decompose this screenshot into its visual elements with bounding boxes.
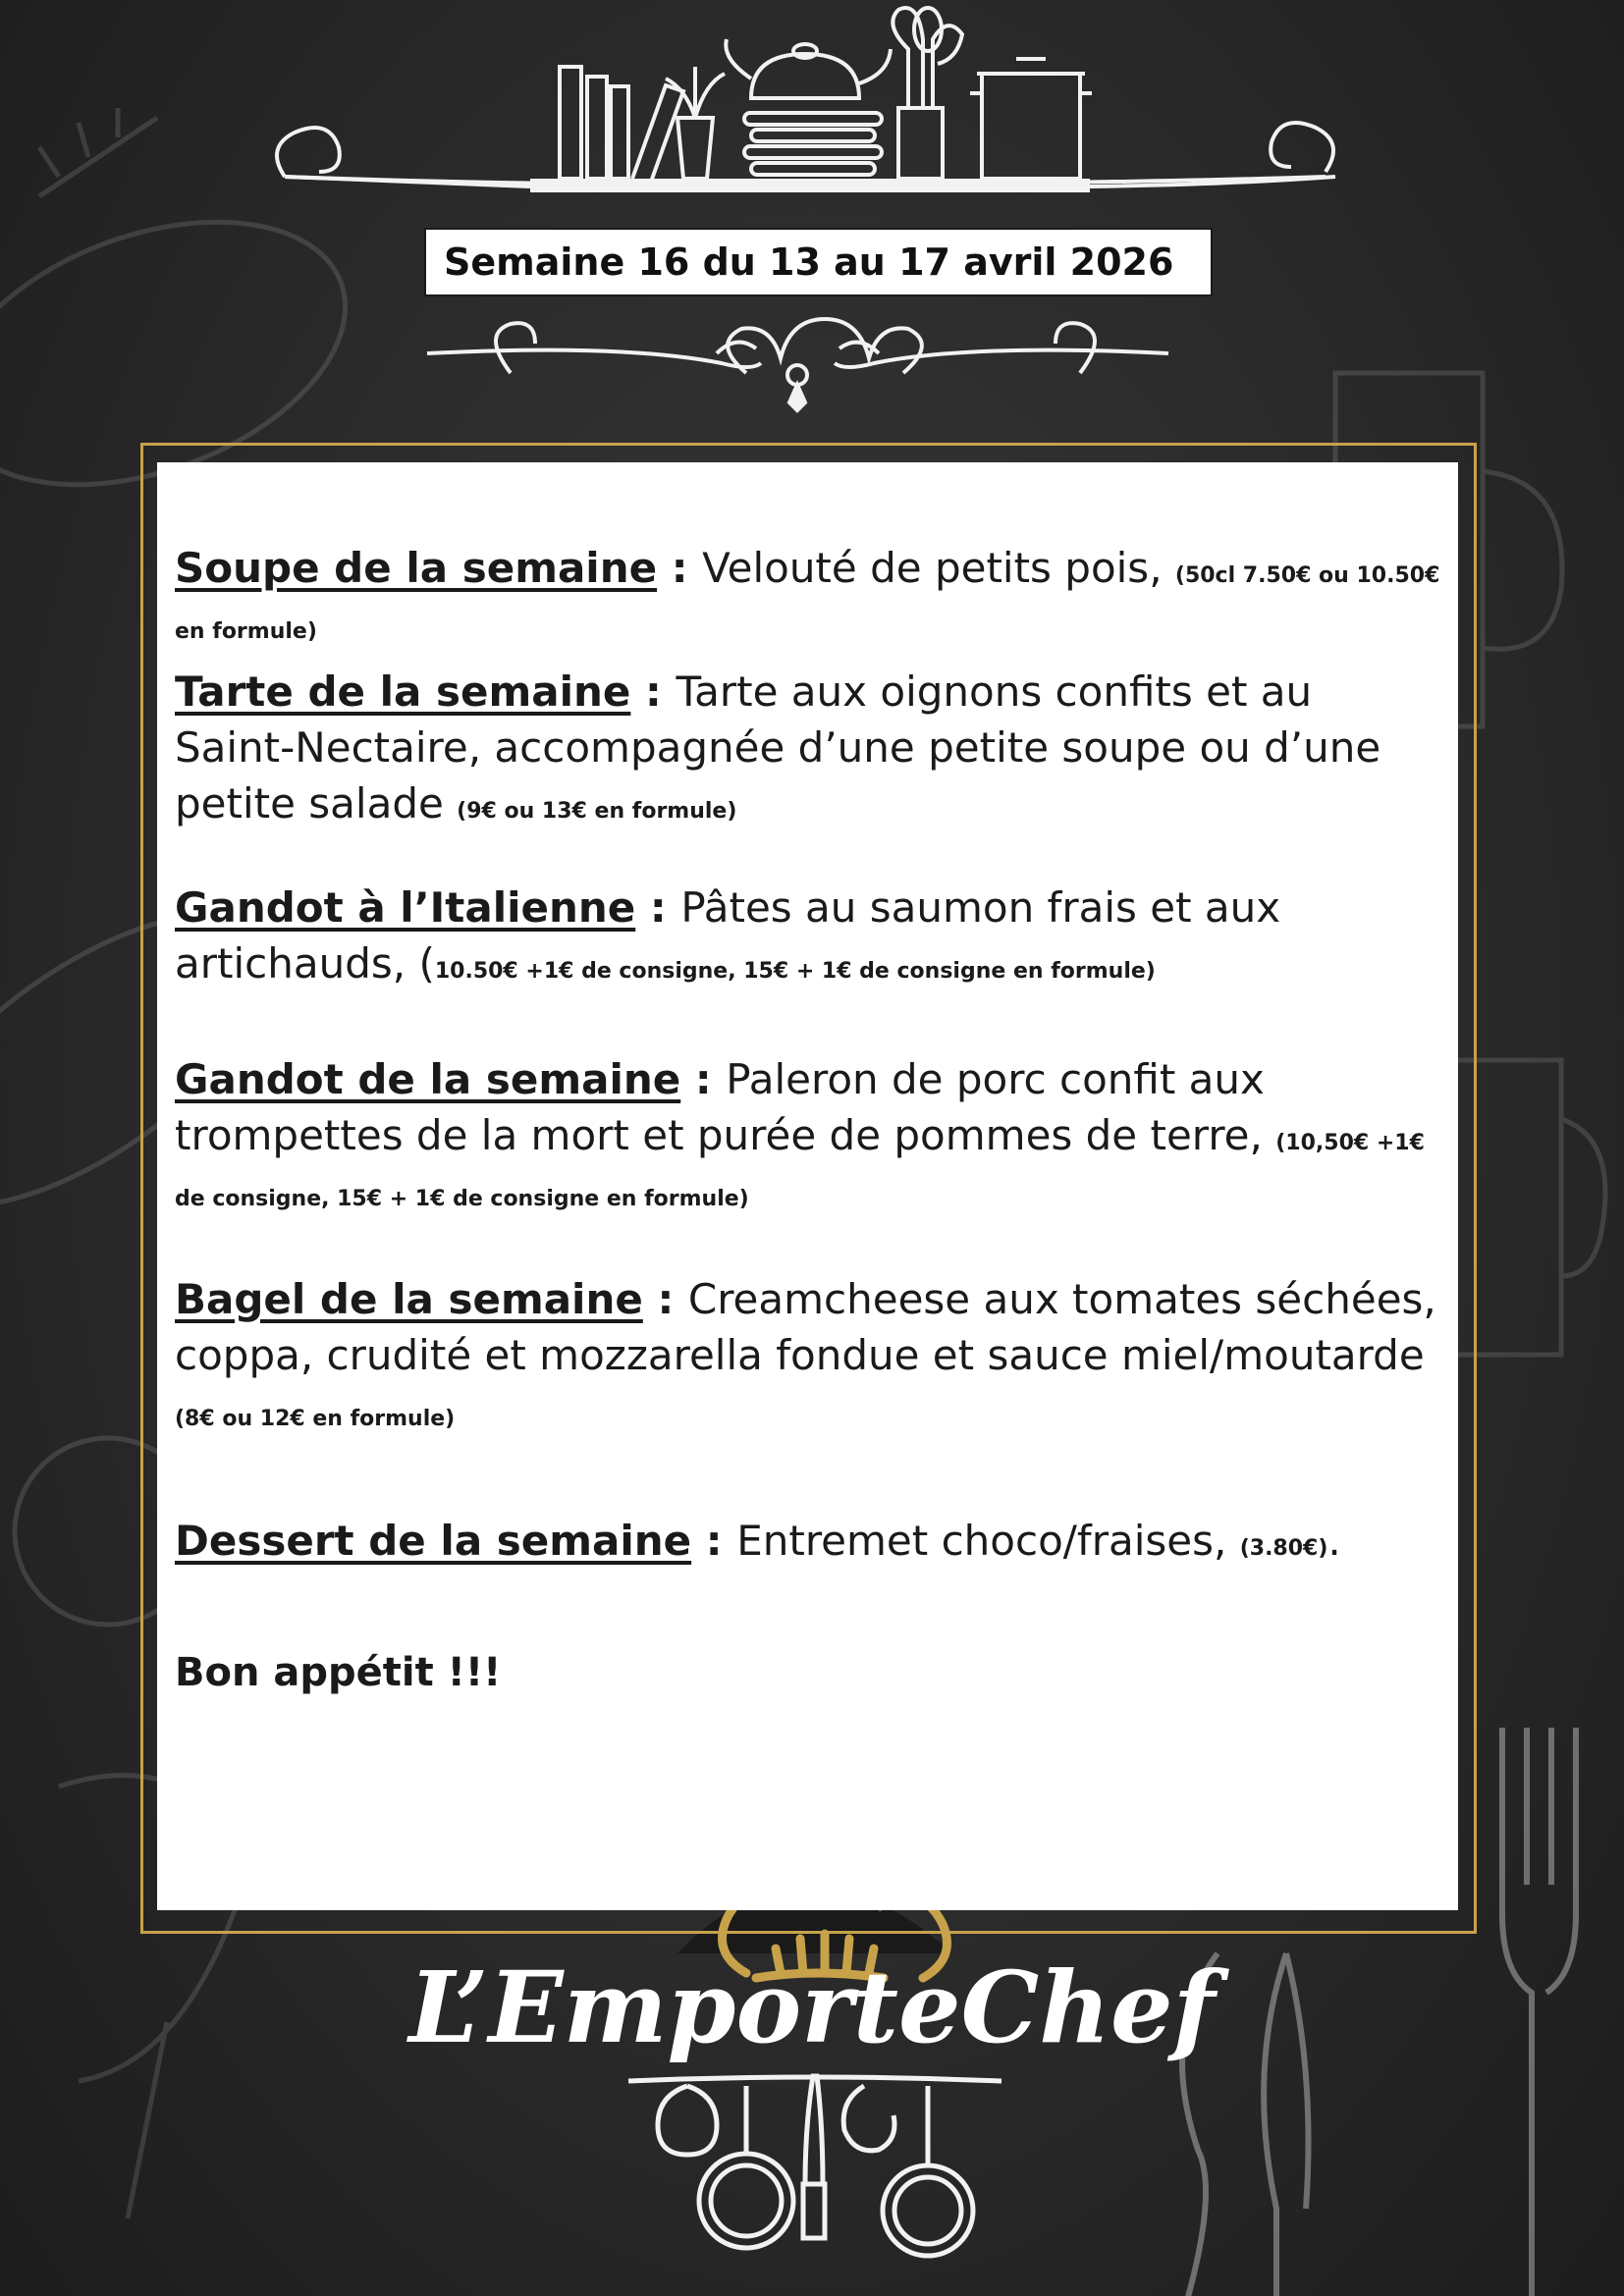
label-separator: :: [680, 1055, 727, 1103]
label-separator: :: [642, 1275, 688, 1323]
menu-item-description: Creamcheese aux tomates séchées, coppa, crudité et mozzarella fondue et sauce miel/moutarde: [175, 1275, 1436, 1379]
menu-card: [157, 462, 1458, 1910]
menu-item-tail: .: [1327, 1517, 1341, 1565]
menu-item-description: Paleron de porc confit aux trompettes de la mort et purée de pommes de terre,: [175, 1055, 1276, 1159]
label-separator: :: [630, 667, 677, 716]
menu-item-description: Tarte aux oignons confits et au Saint-Nectaire, accompagnée d’une petite soupe ou d’une petite salade: [175, 667, 1381, 828]
knife-icon: [1264, 1953, 1308, 2296]
menu-item-label: Soupe de la semaine: [175, 544, 658, 592]
menu-item-price: (8€ ou 12€ en formule): [175, 1407, 456, 1431]
menu-item-gandot: [175, 1051, 1441, 1219]
utensils-jar-icon: [893, 8, 962, 179]
menu-item-label: Tarte de la semaine: [175, 667, 631, 716]
week-title: Semaine 16 du 13 au 17 avril 2026: [444, 240, 1174, 284]
menu-item-bagel: [175, 1271, 1441, 1439]
kitchen-shelf-illustration: [277, 8, 1335, 192]
menu-item-dessert: [175, 1513, 1441, 1569]
menu-item-label: Gandot à l’Italienne: [175, 883, 636, 932]
menu-item-price: 10.50€ +1€ de consigne, 15€ + 1€ de consigne en formule): [434, 959, 1156, 984]
plant-icon: [666, 67, 725, 179]
knife-icon: [803, 2076, 825, 2238]
menu-item-description: Pâtes au saumon frais et aux artichauds, (: [175, 883, 1281, 988]
pan-icon: [883, 2086, 973, 2256]
week-banner: [424, 228, 1213, 296]
menu-item-price: (50cl 7.50€ ou 10.50€ en formule): [175, 563, 1440, 644]
ornament-flourish: [427, 319, 1168, 410]
label-separator: :: [635, 883, 681, 932]
hanging-utensils-illustration: [628, 2076, 1001, 2256]
label-separator: :: [657, 544, 703, 592]
cooking-pot-icon: [970, 59, 1092, 179]
label-separator: :: [691, 1517, 737, 1565]
menu-item-price: (3.80€): [1239, 1536, 1328, 1561]
ladle-icon: [658, 2086, 717, 2155]
menu-item-label: Gandot de la semaine: [175, 1055, 681, 1103]
closing-message: Bon appétit !!!: [175, 1650, 502, 1695]
herb-illustration: [39, 108, 157, 196]
menu-item-label: Bagel de la semaine: [175, 1275, 643, 1323]
menu-item-label: Dessert de la semaine: [175, 1517, 692, 1565]
brand-logo: L’EmporteChef: [408, 1949, 1216, 2065]
menu-item-soup: [175, 540, 1441, 652]
menu-item-price: (9€ ou 13€ en formule): [457, 799, 737, 824]
menu-item-description: Velouté de petits pois,: [702, 544, 1175, 592]
teapot-icon: [726, 39, 891, 175]
menu-item-description: Entremet choco/fraises,: [736, 1517, 1240, 1565]
ladle-icon: [843, 2086, 894, 2151]
menu-item-tart: [175, 664, 1441, 831]
fork-icon: [1502, 1728, 1576, 2296]
book-shelf-icon: [560, 67, 683, 185]
menu-item-italian: [175, 880, 1441, 991]
menu-item-price: (10,50€ +1€ de consigne, 15€ + 1€ de consigne en formule): [175, 1131, 1425, 1211]
spoon-icon: [1182, 1953, 1218, 2296]
